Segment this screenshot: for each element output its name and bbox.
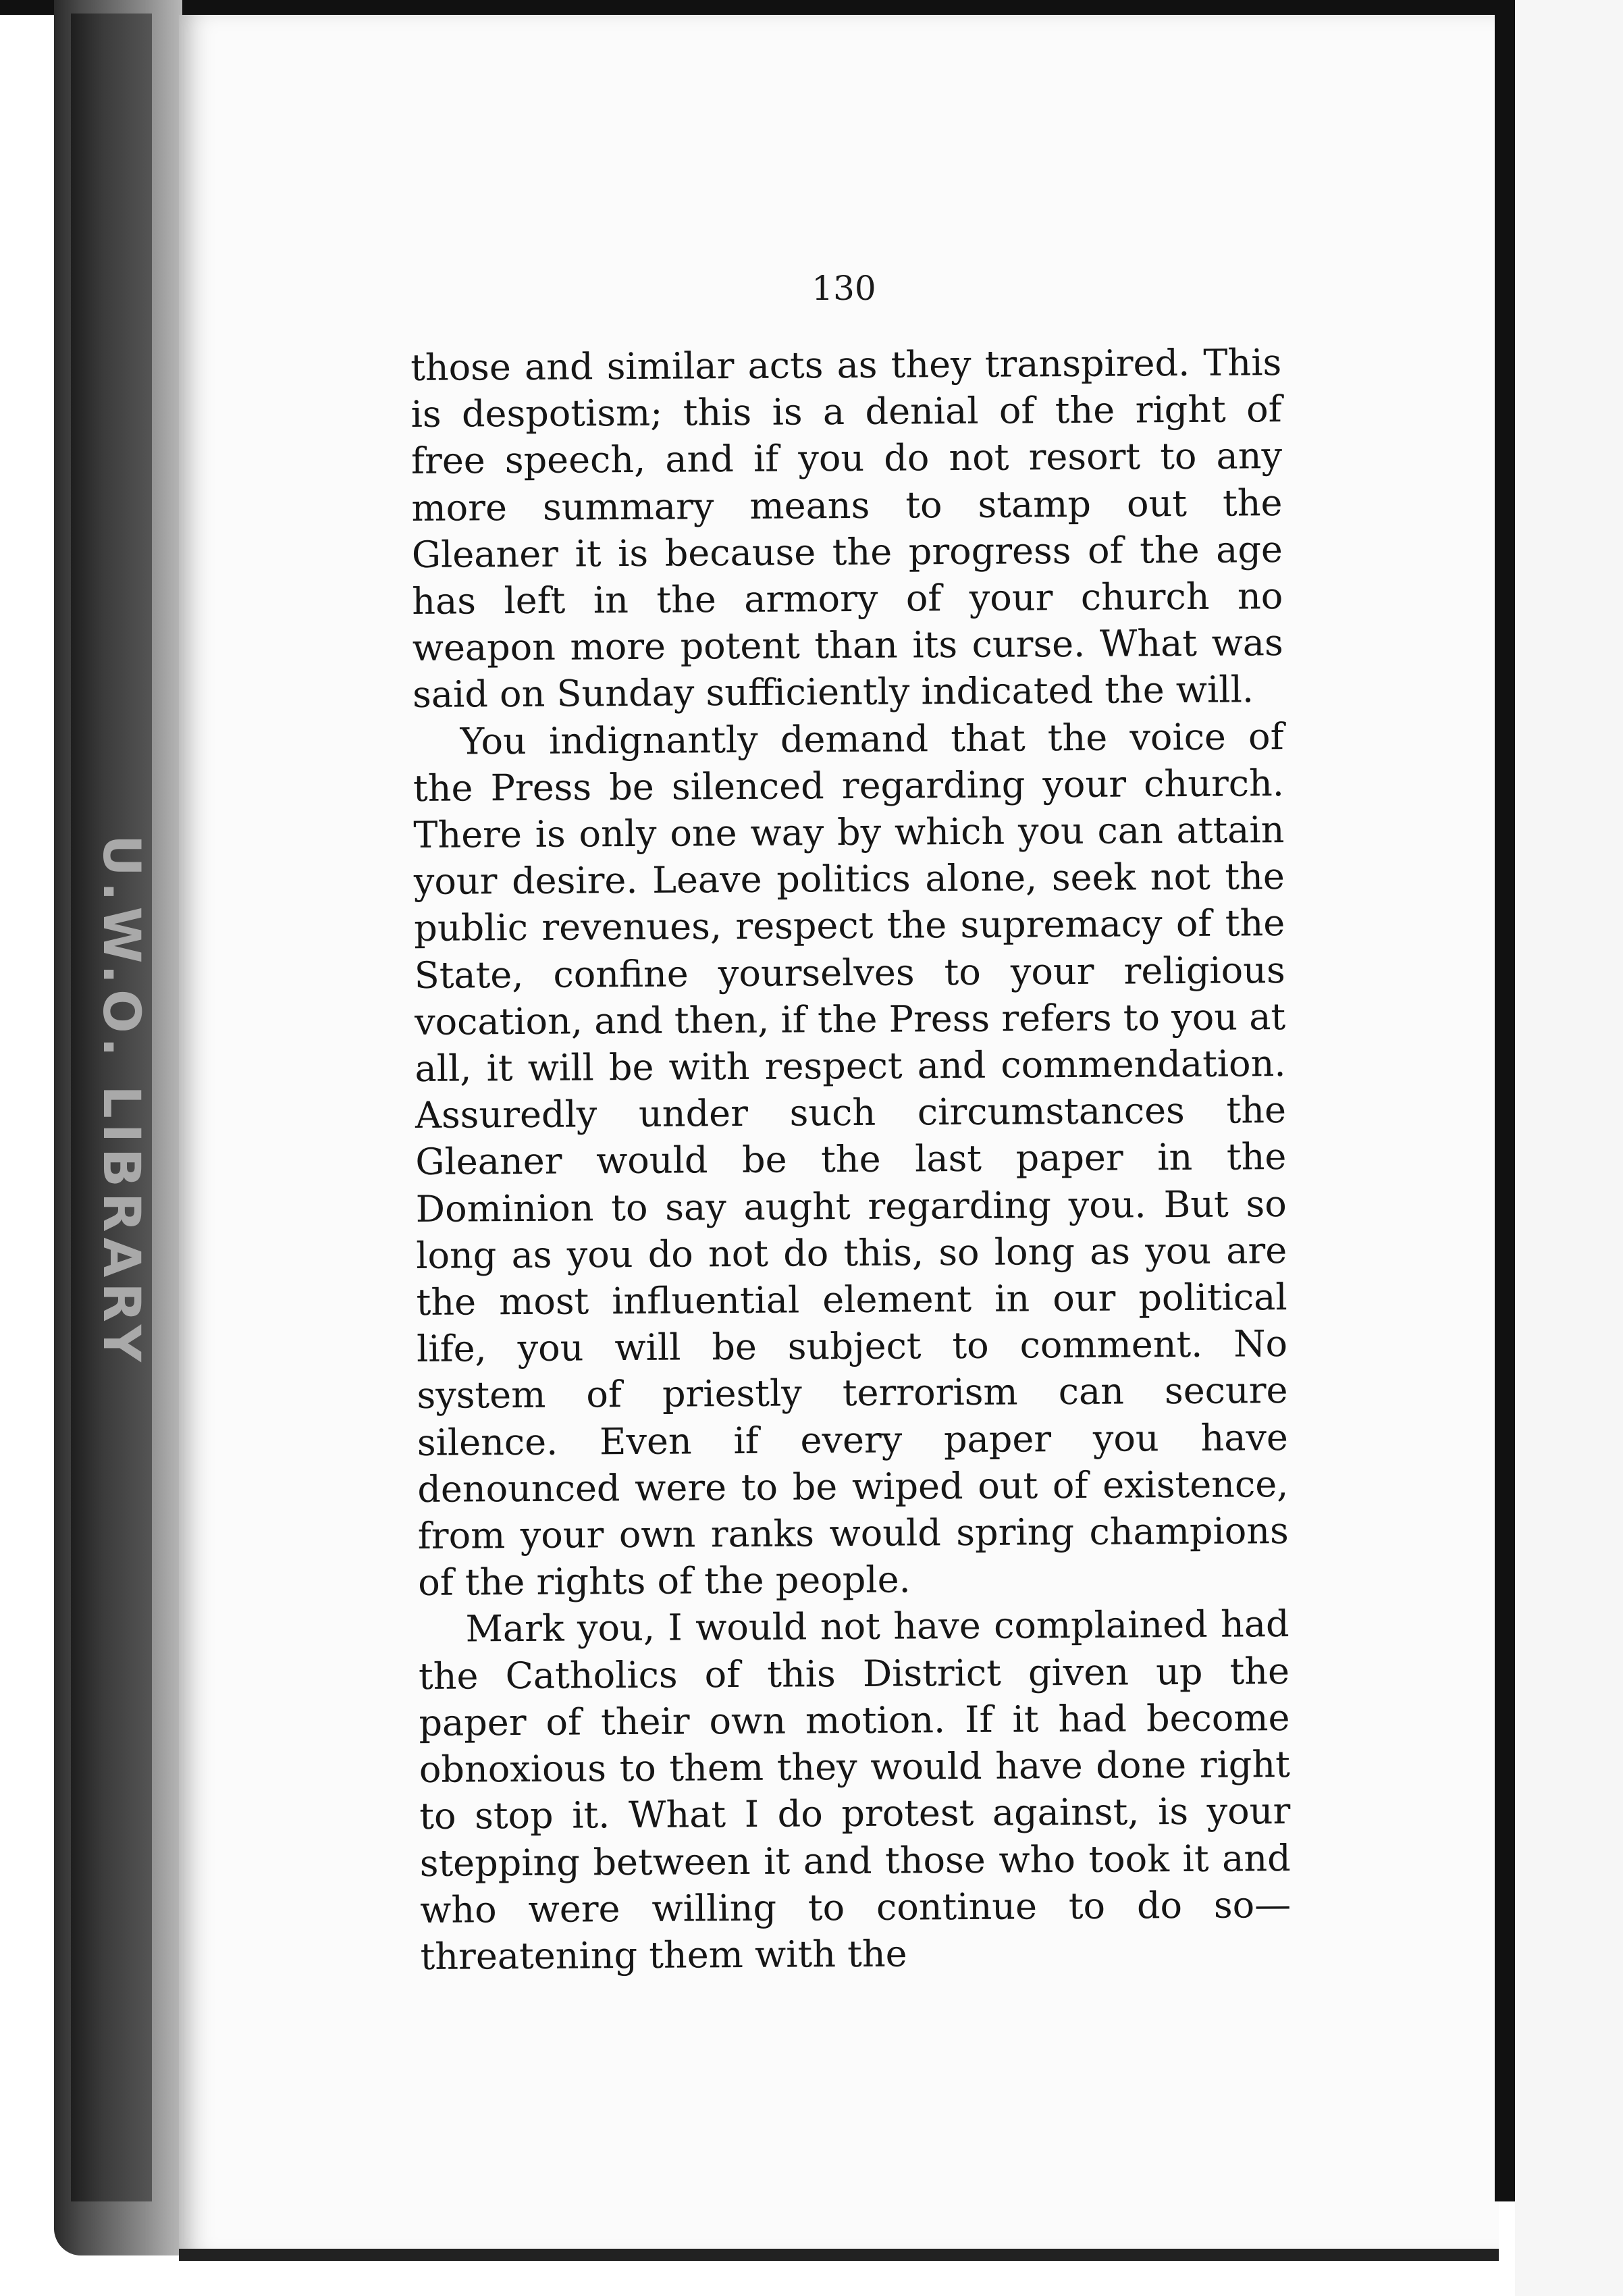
page-number: 130 <box>812 269 876 308</box>
body-text <box>410 339 1292 1980</box>
page-gutter <box>1495 0 1515 2201</box>
scan-top-border <box>0 0 1623 15</box>
paragraph: You indignantly demand that the voice of the Press be silenced regarding your church. There is only one way by which you can attain your desire. Leave politics alone, seek not the public revenues, respect the supremacy of the State, confine yourselves to your religious vocation, and then, if the Press refers to you at all, it will be with respect and commendation. Assuredly under such circumstances the Gleaner would be the last paper in the Dominion to say aught regarding you. But so long as you do not do this, so long as you are the most influential element in our political life, you will be subject to comment. No system of priestly terrorism can secure silence. Even if every paper you have denounced were to be wiped out of existence, from your own ranks would spring champions of the rights of the people. <box>413 714 1289 1604</box>
facing-page-edge <box>1515 0 1623 2296</box>
library-stamp: U.W.O. LIBRARY <box>92 834 152 1367</box>
paragraph: those and similar acts as they transpired. This is despotism; this is a denial of the right of free speech, and if you do not resort to any more summary means to stamp out the Gleaner it is because the progress of the age has left in the armory of your church no weapon more potent than its curse. What was said on Sunday sufficiently indicated the will. <box>410 341 1283 716</box>
scan-bottom-border <box>179 2249 1499 2261</box>
paragraph: Mark you, I would not have complained had the Catholics of this District given up the paper of their own motion. If it had become obnoxious to them they would have done right to stop it. What I do protest against, is your stepping between it and those who took it and who were willing to continue to do so—threatening them with the <box>418 1602 1292 1978</box>
